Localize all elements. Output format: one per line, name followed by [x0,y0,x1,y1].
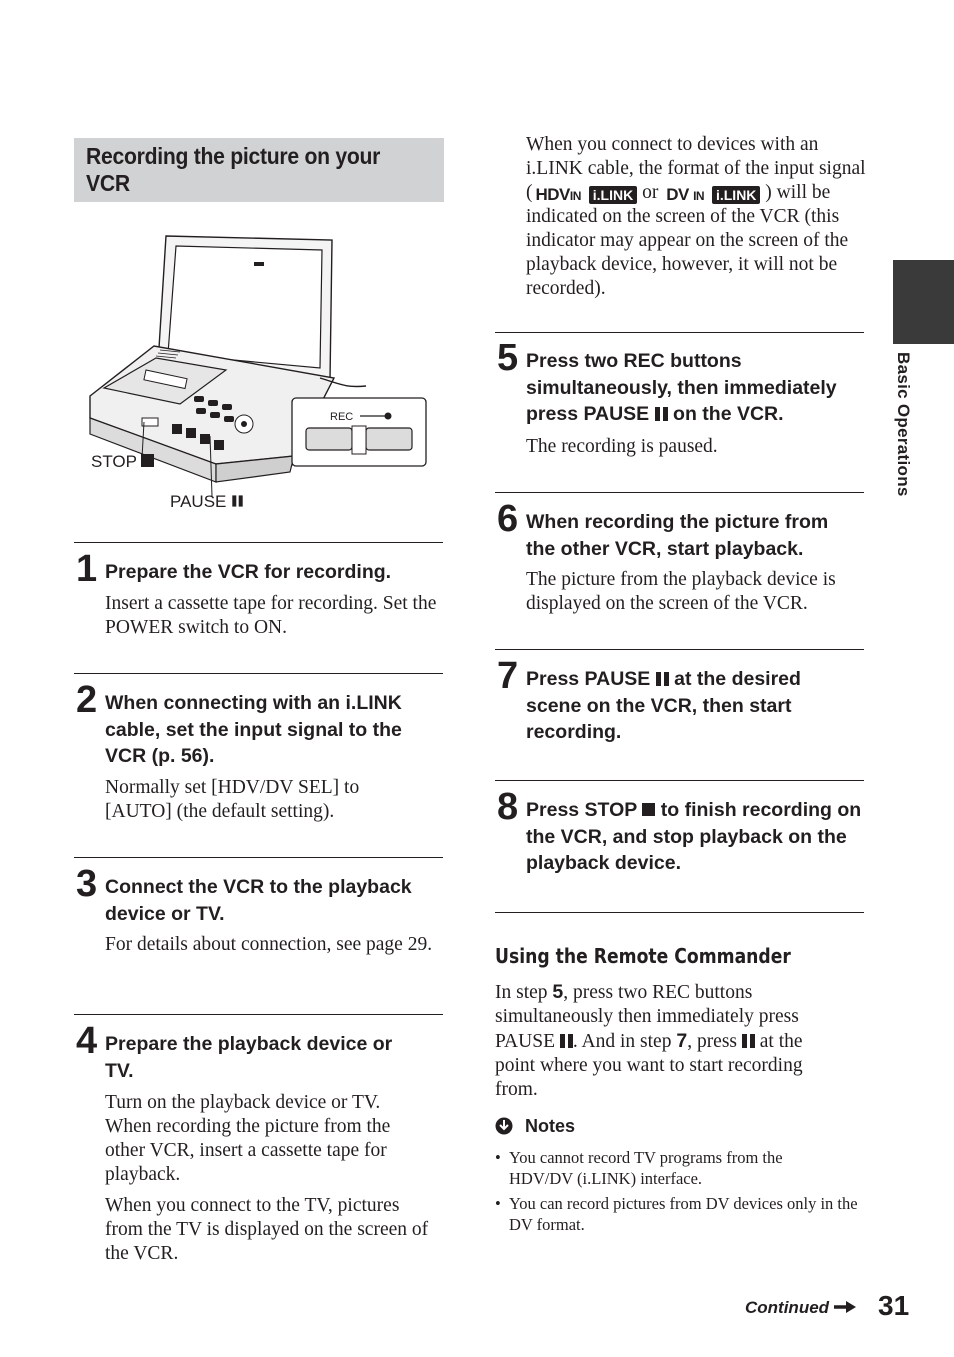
step-title: Connect the VCR to the playback device or TV. [105,876,412,925]
note-bullet: • [495,1148,501,1167]
side-tab-marker [893,260,954,344]
notes-heading-text: Notes [525,1116,576,1136]
step-title: When connecting with an i.LINK cable, set the input signal to the VCR (p. 56). [105,692,402,767]
divider [495,649,864,650]
divider [495,332,864,333]
remote-heading: Using the Remote Commander [495,944,791,968]
divider [74,1014,443,1015]
ilink-format-paragraph: When you connect to devices with an i.LINK cable, the format of the input signal ( HDVIN i.LINK or DV IN i.LINK ) will be indicated on the screen of the VCR (this indicator may appear on the screen of the playback device, however, it will not be recorded). [526,134,866,299]
pause-icon [655,407,668,421]
stop-icon [642,803,655,816]
step-number: 4 [76,1020,98,1062]
continued-label: Continued [745,1298,856,1318]
step-body: Insert a cassette tape for recording. Set the POWER switch to ON. [105,593,437,638]
note-bullet: • [495,1194,501,1213]
divider [74,673,443,674]
hdv-in-badge: HDVIN [535,185,581,204]
arrow-right-icon [834,1300,856,1314]
step-title: Press two REC buttons simultaneously, then immediately press PAUSE on the VCR. [526,350,837,425]
step-number: 2 [76,679,98,721]
note-item: You cannot record TV programs from the HDV/DV (i.LINK) interface. [509,1148,783,1188]
step-number: 3 [76,863,98,905]
stop-label: STOP [91,452,154,472]
step-number: 7 [497,655,519,697]
page-number: 31 [878,1290,910,1321]
divider [74,857,443,858]
step-title: Press PAUSE at the desired scene on the VCR, then start recording. [526,668,801,743]
side-tab-label-text: Basic Operations [894,352,913,497]
divider [74,542,443,543]
note-item: You can record pictures from DV devices only in the DV format. [509,1194,858,1234]
step-title: When recording the picture from the other VCR, start playback. [526,511,829,560]
pause-icon [560,1034,573,1048]
ilink-badge: i.LINK [712,186,760,204]
step-title: Prepare the VCR for recording. [105,561,392,583]
rec-label: REC [330,411,354,423]
side-tab-label [893,352,921,502]
section-heading-text: Recording the picture on your VCR [86,143,381,196]
remote-paragraph: In step 5, press two REC buttons simultaneously then immediately press PAUSE . And in step 7, press at the point where you want to start recording from. [495,981,803,1100]
step-title: Press STOP to finish recording on the VCR, and stop playback on the playback device. [526,799,862,874]
step-body: For details about connection, see page 29. [105,934,433,955]
pause-label: PAUSE [170,492,244,512]
step-number: 8 [497,786,519,828]
divider [495,912,864,913]
dv-in-badge: DV IN [666,185,705,204]
step-body: When you connect to the TV, pictures from the TV is displayed on the screen of the VCR. [105,1195,429,1264]
divider [495,492,864,493]
step-body: The picture from the playback device is displayed on the screen of the VCR. [526,569,836,614]
vcr-illustration [84,228,434,524]
stop-icon [141,454,154,467]
divider [495,780,864,781]
notes-heading [495,1116,575,1137]
pause-icon [742,1034,755,1048]
step-body: Turn on the playback device or TV. When recording the picture from the other VCR, insert a cassette tape for playback. [105,1092,391,1185]
ilink-badge: i.LINK [589,186,637,204]
step-number: 5 [497,337,519,379]
step-number: 1 [76,548,98,590]
step-body: The recording is paused. [526,436,718,457]
pause-icon [656,672,669,686]
pause-icon [232,495,242,506]
section-heading [74,138,444,202]
notes-icon [495,1117,513,1135]
step-body: Normally set [HDV/DV SEL] to [AUTO] (the default setting). [105,777,360,822]
step-number: 6 [497,498,519,540]
step-title: Prepare the playback device or TV. [105,1033,393,1082]
